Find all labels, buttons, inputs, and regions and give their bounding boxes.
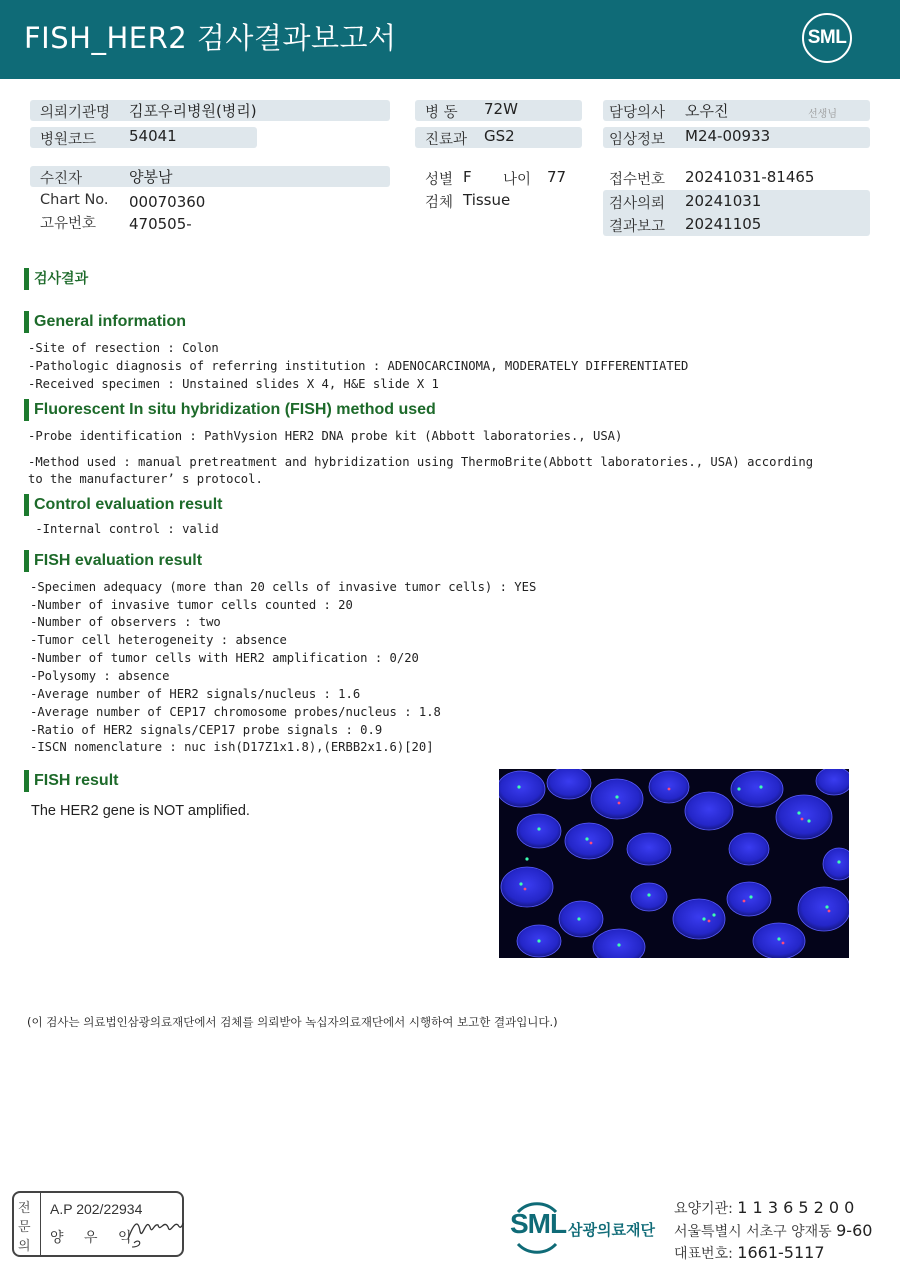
fish-eval-line-9: -Ratio of HER2 signals/CEP17 probe signals : 0.9 bbox=[30, 723, 383, 737]
fish-eval-line-7: -Average number of HER2 signals/nucleus : 1.6 bbox=[30, 687, 361, 701]
ward-label: 병 동 bbox=[425, 105, 458, 121]
fish-eval-line-2: -Number of invasive tumor cells counted : 20 bbox=[30, 598, 353, 612]
id-value: 470505- bbox=[129, 215, 192, 233]
results-heading: 검사결과 bbox=[24, 268, 88, 290]
request-label: 검사의뢰 bbox=[609, 196, 666, 212]
patient-value: 양봉남 bbox=[129, 168, 173, 186]
fish-eval-heading: FISH evaluation result bbox=[24, 550, 202, 572]
fish-eval-line-6: -Polysomy : absence bbox=[30, 669, 170, 683]
report-title: FISH_HER2 검사결과보고서 bbox=[24, 21, 397, 55]
patient-row bbox=[30, 166, 390, 187]
footer-code bbox=[674, 1198, 854, 1218]
fish-result-heading: FISH result bbox=[24, 770, 118, 792]
general-heading: General information bbox=[24, 311, 186, 333]
clinical-label: 임상정보 bbox=[609, 132, 666, 148]
stamp-ap-number: A.P 202/22934 bbox=[50, 1201, 143, 1217]
stamp-pathologist-name: 양 우 익 bbox=[50, 1230, 140, 1246]
footer-address-label: 서울특별시 서초구 양재동 bbox=[674, 1224, 832, 1240]
fish-eval-line-1: -Specimen adequacy (more than 20 cells of invasive tumor cells) : YES bbox=[30, 580, 537, 594]
footer-sml-logo: SML bbox=[510, 1208, 567, 1239]
age-value: 77 bbox=[547, 168, 567, 186]
dept-label: 진료과 bbox=[425, 132, 468, 148]
method-line-3: to the manufacturer’ s protocol. bbox=[28, 472, 263, 486]
hospital-code-value: 54041 bbox=[129, 127, 177, 145]
fish-cells-graphic bbox=[499, 769, 849, 958]
hospital-label: 의뢰기관명 bbox=[40, 105, 111, 121]
doctor-value: 오우진 bbox=[685, 102, 729, 120]
hospital-code-label: 병원코드 bbox=[40, 132, 97, 148]
stamp-char-1: 전 bbox=[18, 1201, 31, 1216]
fish-eval-line-10: -ISCN nomenclature : nuc ish(D17Z1x1.8),(ERBB2x1.6)[20] bbox=[30, 740, 434, 754]
doctor-suffix: 선생님 bbox=[808, 109, 837, 120]
general-line-1: -Site of resection : Colon bbox=[28, 341, 219, 355]
clinical-value: M24-00933 bbox=[685, 127, 771, 145]
report-header bbox=[0, 0, 900, 79]
general-line-3: -Received specimen : Unstained slides X 4, H&E slide X 1 bbox=[28, 377, 439, 391]
receipt-value: 20241031-81465 bbox=[685, 168, 815, 186]
chart-label: Chart No. bbox=[40, 192, 109, 208]
method-heading: Fluorescent In situ hybridization (FISH) method used bbox=[24, 399, 436, 421]
report-label: 결과보고 bbox=[609, 219, 666, 235]
stamp-char-3: 의 bbox=[18, 1239, 31, 1254]
footer-address-value: 9-60 bbox=[836, 1221, 873, 1240]
fish-result-text: The HER2 gene is NOT amplified. bbox=[31, 803, 250, 819]
dept-value: GS2 bbox=[484, 127, 515, 145]
method-line-1: -Probe identification : PathVysion HER2 DNA probe kit (Abbott laboratories., USA) bbox=[28, 429, 623, 443]
control-heading: Control evaluation result bbox=[24, 494, 222, 516]
specimen-label: 검체 bbox=[425, 195, 454, 211]
sex-label: 성별 bbox=[425, 172, 454, 188]
hospital-value: 김포우리병원(병리) bbox=[129, 102, 257, 120]
method-line-2: -Method used : manual pretreatment and hybridization using ThermoBrite(Abbott laboratories., USA) according bbox=[28, 455, 814, 469]
fish-microscopy-image bbox=[499, 769, 849, 958]
fish-eval-line-3: -Number of observers : two bbox=[30, 615, 221, 629]
patient-label: 수진자 bbox=[40, 171, 83, 187]
fish-eval-line-4: -Tumor cell heterogeneity : absence bbox=[30, 633, 287, 647]
sex-value: F bbox=[463, 168, 472, 186]
id-label: 고유번호 bbox=[40, 216, 97, 232]
chart-value: 00070360 bbox=[129, 193, 206, 211]
general-line-2: -Pathologic diagnosis of referring institution : ADENOCARCINOMA, MODERATELY DIFFERENTIATED bbox=[28, 359, 689, 373]
specimen-value: Tissue bbox=[463, 191, 511, 209]
footer-phone-value: 1661-5117 bbox=[737, 1243, 825, 1262]
signature-icon bbox=[126, 1209, 184, 1249]
stamp-char-2: 문 bbox=[18, 1220, 31, 1235]
control-line: -Internal control : valid bbox=[28, 522, 219, 536]
doctor-label: 담당의사 bbox=[609, 105, 666, 121]
receipt-label: 접수번호 bbox=[609, 172, 666, 188]
ward-value: 72W bbox=[484, 100, 518, 118]
footer-phone-label: 대표번호: bbox=[674, 1246, 733, 1262]
report-value: 20241105 bbox=[685, 215, 762, 233]
age-label: 나이 bbox=[503, 172, 532, 188]
fish-eval-line-8: -Average number of CEP17 chromosome probes/nucleus : 1.8 bbox=[30, 705, 441, 719]
footer-code-label: 요양기관: bbox=[674, 1201, 733, 1217]
pathologist-stamp bbox=[12, 1191, 184, 1257]
footer-org-name: 삼광의료재단 bbox=[568, 1221, 655, 1239]
report-note: (이 검사는 의료법인삼광의료재단에서 검체를 의뢰받아 녹십자의료재단에서 시행하여 보고한 결과입니다.) bbox=[27, 1015, 558, 1029]
request-value: 20241031 bbox=[685, 192, 762, 210]
footer-code-value: 1 1 3 6 5 2 0 0 bbox=[737, 1198, 855, 1217]
footer-phone bbox=[674, 1243, 825, 1263]
sml-logo: SML bbox=[807, 27, 847, 48]
fish-eval-line-5: -Number of tumor cells with HER2 amplification : 0/20 bbox=[30, 651, 419, 665]
stamp-divider bbox=[40, 1193, 41, 1255]
footer-address bbox=[674, 1221, 872, 1241]
